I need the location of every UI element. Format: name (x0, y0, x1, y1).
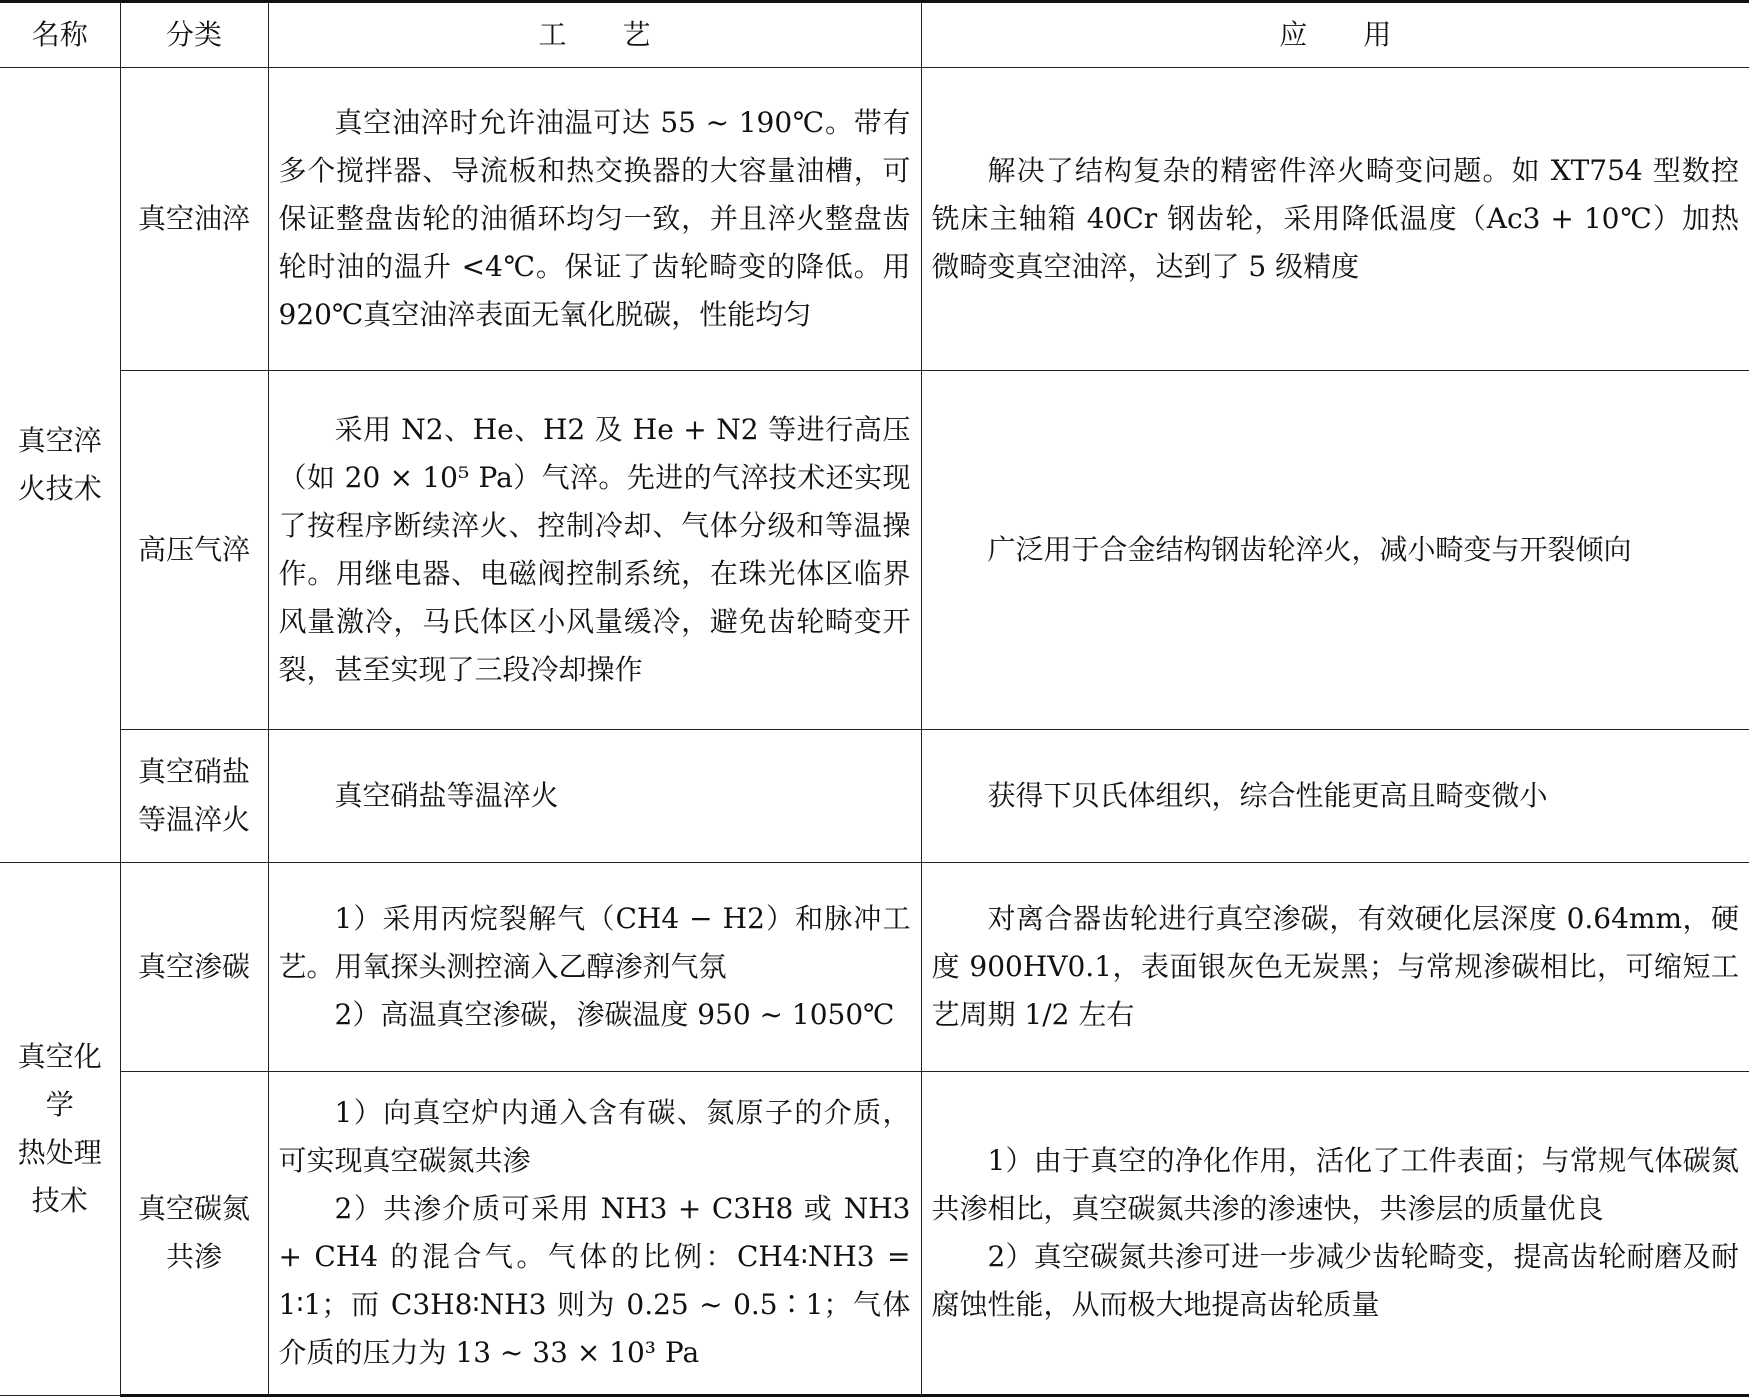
application-text: 广泛用于合金结构钢齿轮淬火，减小畸变与开裂倾向 (987, 533, 1632, 566)
category-vacuum-oil-quench: 真空油淬 (120, 68, 268, 371)
application-item: 1）由于真空的净化作用，活化了工件表面；与常规气体碳氮共渗相比，真空碳氮共渗的渗速快，共渗层的质量优良 (931, 1144, 1739, 1225)
table-row-vacuum-carburizing (0, 863, 1749, 1072)
header-process: 工 艺 (268, 2, 921, 68)
process-cell (268, 68, 921, 371)
process-text: 采用 N2、He、H2 及 He + N2 等进行高压（如 20 × 10⁵ Pa）气淬。先进的气淬技术还实现了按程序断续淬火、控制冷却、气体分级和等温操作。用继电器、电磁阀控制系统，在珠光体区临界风量激冷，马氏体区小风量缓冷，避免齿轮畸变开裂，甚至实现了三段冷却操作 (278, 413, 911, 686)
header-application: 应 用 (921, 2, 1749, 68)
table-row-vacuum-oil-quench (0, 68, 1749, 371)
application-cell (921, 863, 1749, 1072)
application-cell (921, 1072, 1749, 1396)
process-cell (268, 1072, 921, 1396)
application-text: 解决了结构复杂的精密件淬火畸变问题。如 XT754 型数控铣床主轴箱 40Cr 钢齿轮，采用降低温度（Ac3 + 10℃）加热微畸变真空油淬，达到了 5 级精度 (931, 154, 1739, 283)
process-text: 真空油淬时允许油温可达 55 ~ 190℃。带有多个搅拌器、导流板和热交换器的大容量油槽，可保证整盘齿轮的油循环均匀一致，并且淬火整盘齿轮时油的温升 <4℃。保证了齿轮畸变的降低。用 920℃真空油淬表面无氧化脱碳，性能均匀 (278, 106, 911, 331)
group-name-vacuum-quench: 真空淬 火技术 (0, 68, 120, 863)
category-vacuum-carburizing: 真空渗碳 (120, 863, 268, 1072)
process-item: 1）采用丙烷裂解气（CH4 − H2）和脉冲工艺。用氧探头测控滴入乙醇渗剂气氛 (278, 902, 911, 983)
process-item: 1）向真空炉内通入含有碳、氮原子的介质，可实现真空碳氮共渗 (278, 1096, 911, 1177)
category-vacuum-salt-austemper: 真空硝盐 等温淬火 (120, 730, 268, 863)
process-item: 2）高温真空渗碳，渗碳温度 950 ~ 1050℃ (334, 998, 895, 1031)
table-row-vacuum-carbonitriding (0, 1072, 1749, 1396)
category-high-pressure-gas-quench: 高压气淬 (120, 371, 268, 730)
process-item: 2）共渗介质可采用 NH3 + C3H8 或 NH3 + CH4 的混合气。气体的比例：CH4∶NH3 = 1∶1；而 C3H8∶NH3 则为 0.25 ~ 0.5∶1；气体介质的压力为 13 ~ 33 × 10³ Pa (278, 1192, 911, 1369)
application-item: 2）真空碳氮共渗可进一步减少齿轮畸变，提高齿轮耐磨及耐腐蚀性能，从而极大地提高齿轮质量 (931, 1240, 1739, 1321)
header-name: 名称 (0, 2, 120, 68)
process-text: 真空硝盐等温淬火 (334, 779, 559, 812)
table-row-high-pressure-gas-quench (0, 371, 1749, 730)
header-row (0, 2, 1749, 68)
application-cell (921, 730, 1749, 863)
application-cell (921, 68, 1749, 371)
application-text: 获得下贝氏体组织，综合性能更高且畸变微小 (987, 779, 1548, 812)
application-text: 对离合器齿轮进行真空渗碳，有效硬化层深度 0.64mm，硬度 900HV0.1，表面银灰色无炭黑；与常规渗碳相比，可缩短工艺周期 1/2 左右 (931, 902, 1739, 1031)
application-cell (921, 371, 1749, 730)
category-vacuum-carbonitriding: 真空碳氮 共渗 (120, 1072, 268, 1396)
process-cell (268, 863, 921, 1072)
process-cell (268, 730, 921, 863)
group-name-vacuum-chemical: 真空化学 热处理 技术 (0, 863, 120, 1396)
header-category: 分类 (120, 2, 268, 68)
process-cell (268, 371, 921, 730)
table-row-vacuum-salt-austemper (0, 730, 1749, 863)
